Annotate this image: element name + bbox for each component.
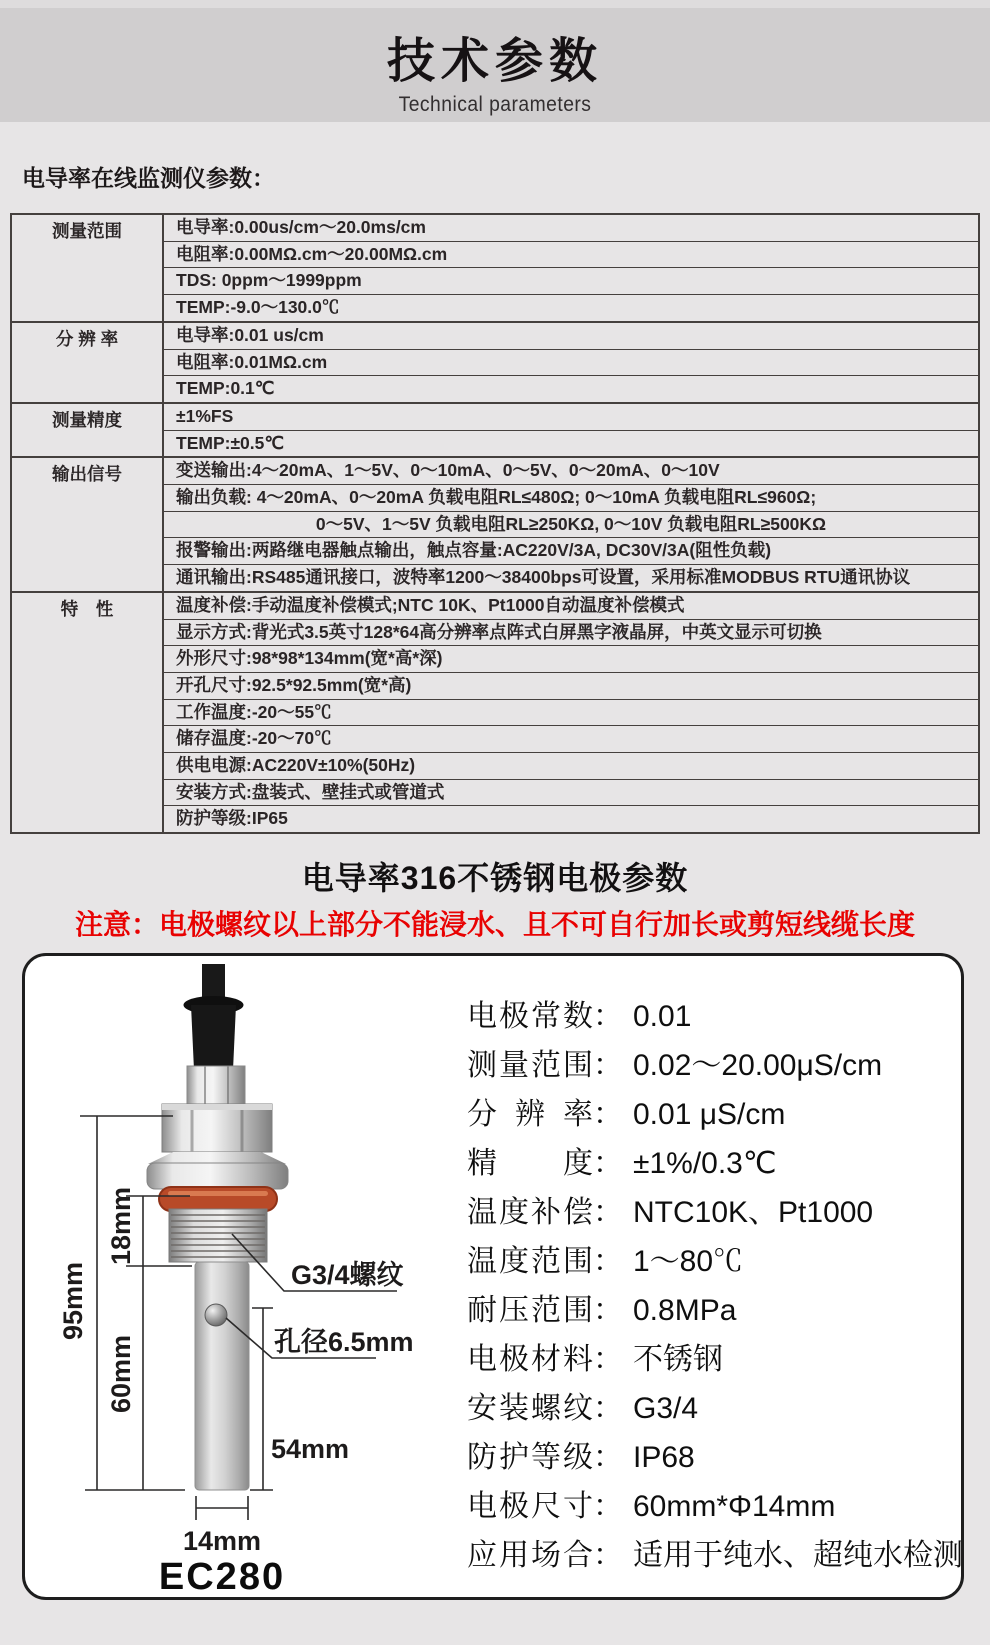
electrode-param-row bbox=[467, 1090, 967, 1139]
param-value: IP68 bbox=[633, 1441, 695, 1474]
spec-value-cell: 工作温度:-20～55℃ bbox=[163, 699, 979, 726]
param-colon: ： bbox=[593, 1343, 623, 1376]
electrode-param-row bbox=[467, 1335, 967, 1384]
electrode-param-row bbox=[467, 1433, 967, 1482]
param-colon: ： bbox=[593, 1049, 623, 1082]
param-value: G3/4 bbox=[633, 1392, 699, 1425]
hex-nut bbox=[162, 1104, 272, 1152]
spec-value-cell: 变送输出:4～20mA、1～5V、0～10mA、0～5V、0～20mA、0～10V bbox=[163, 457, 979, 484]
spec-value-cell: TEMP:0.1℃ bbox=[163, 376, 979, 403]
dim-overall-label: 95mm bbox=[58, 1261, 88, 1340]
param-value: 0.01 μS/cm bbox=[633, 1098, 786, 1131]
param-label: 防护等级 bbox=[467, 1441, 593, 1474]
spec-value-cell: 显示方式:背光式3.5英寸128*64高分辨率点阵式白屏黑字液晶屏，中英文显示可切换 bbox=[163, 619, 979, 646]
param-value: ±1%/0.3℃ bbox=[633, 1147, 777, 1180]
param-label: 应用场合 bbox=[467, 1539, 593, 1572]
spec-value-cell: 0～5V、1～5V 负载电阻RL≥250KΩ, 0～10V 负载电阻RL≥500KΩ bbox=[163, 511, 979, 538]
param-label: 温度补偿 bbox=[467, 1196, 593, 1229]
page-subtitle: Technical parameters bbox=[398, 93, 592, 116]
electrode-param-row bbox=[467, 1188, 967, 1237]
electrode-param-row bbox=[467, 1482, 967, 1531]
spec-value-cell: 电阻率:0.00MΩ.cm～20.00MΩ.cm bbox=[163, 241, 979, 268]
spec-value-cell: TDS: 0ppm～1999ppm bbox=[163, 268, 979, 295]
param-value: 1～80℃ bbox=[633, 1245, 744, 1278]
param-label: 精 度 bbox=[467, 1147, 593, 1180]
param-colon: ： bbox=[593, 1098, 623, 1131]
meter-params-heading: 电导率在线监测仪参数： bbox=[22, 165, 275, 191]
param-label: 测量范围 bbox=[467, 1049, 593, 1082]
flange-cone bbox=[148, 1152, 286, 1164]
param-label: 电极尺寸 bbox=[467, 1490, 593, 1523]
param-label: 电极常数 bbox=[467, 1000, 593, 1033]
spec-value-cell: 外形尺寸:98*98*134mm(宽*高*深) bbox=[163, 646, 979, 673]
param-colon: ： bbox=[593, 1294, 623, 1327]
page-title: 技术参数 bbox=[386, 35, 603, 88]
dim-probe-label: 60mm bbox=[106, 1334, 136, 1413]
thread-section bbox=[169, 1209, 267, 1262]
param-colon: ： bbox=[593, 1000, 623, 1033]
param-colon: ： bbox=[593, 1392, 623, 1425]
spec-value-cell: 通讯输出:RS485通讯接口，波特率1200～38400bps可设置，采用标准MODBUS RTU通讯协议 bbox=[163, 565, 979, 592]
electrode-param-row bbox=[467, 1139, 967, 1188]
spec-value-cell: 电导率:0.01 us/cm bbox=[163, 322, 979, 349]
param-colon: ： bbox=[593, 1245, 623, 1278]
spec-value-cell: 开孔尺寸:92.5*92.5mm(宽*高) bbox=[163, 672, 979, 699]
spec-value-cell: 报警输出:两路继电器触点输出，触点容量:AC220V/3A, DC30V/3A(阻性负载) bbox=[163, 538, 979, 565]
electrode-diagram bbox=[40, 958, 450, 1598]
dim-thread-height-label: 18mm bbox=[106, 1186, 136, 1265]
probe-hole bbox=[205, 1304, 227, 1326]
param-colon: ： bbox=[593, 1147, 623, 1180]
param-label: 安装螺纹 bbox=[467, 1392, 593, 1425]
spec-value-cell: 供电电源:AC220V±10%(50Hz) bbox=[163, 753, 979, 780]
spec-value-cell: 安装方式:盘装式、壁挂式或管道式 bbox=[163, 779, 979, 806]
header-band bbox=[0, 8, 990, 122]
spec-value-cell: TEMP:±0.5℃ bbox=[163, 430, 979, 457]
param-value: NTC10K、Pt1000 bbox=[633, 1196, 874, 1229]
electrode-section-title: 电导率316不锈钢电极参数 bbox=[301, 860, 689, 896]
electrode-params-list bbox=[467, 992, 967, 1580]
param-label: 分 辨 率 bbox=[467, 1098, 593, 1131]
o-ring bbox=[159, 1187, 277, 1211]
electrode-param-row bbox=[467, 992, 967, 1041]
electrode-param-row bbox=[467, 1531, 967, 1580]
param-value: 不锈钢 bbox=[633, 1343, 723, 1376]
param-value: 0.01 bbox=[633, 1000, 692, 1033]
param-label: 温度范围 bbox=[467, 1245, 593, 1278]
param-value: 适用于纯水、超纯水检测 bbox=[633, 1539, 963, 1572]
thread-spec-label: G3/4螺纹 bbox=[291, 1260, 404, 1290]
param-label: 耐压范围 bbox=[467, 1294, 593, 1327]
spec-value-cell: 电阻率:0.01MΩ.cm bbox=[163, 349, 979, 376]
electrode-param-row bbox=[467, 1286, 967, 1335]
spec-table-body bbox=[11, 214, 979, 833]
param-label: 电极材料 bbox=[467, 1343, 593, 1376]
param-colon: ： bbox=[593, 1441, 623, 1474]
dim-lower-label: 54mm bbox=[271, 1434, 350, 1464]
spec-value-cell: 温度补偿:手动温度补偿模式;NTC 10K、Pt1000自动温度补偿模式 bbox=[163, 592, 979, 619]
param-value: 60mm*Φ14mm bbox=[633, 1490, 836, 1523]
spec-group-label: 特 性 bbox=[11, 592, 163, 833]
spec-value-cell: 输出负载: 4～20mA、0～20mA 负载电阻RL≤480Ω; 0～10mA 负载电阻RL≤960Ω; bbox=[163, 485, 979, 512]
warning-note: 注意：电极螺纹以上部分不能浸水、且不可自行加长或剪短线缆长度 bbox=[74, 909, 915, 940]
spec-value-cell: 防护等级:IP65 bbox=[163, 806, 979, 833]
spec-value-cell: TEMP:-9.0～130.0℃ bbox=[163, 295, 979, 322]
hex-top-edge bbox=[162, 1104, 272, 1110]
probe-shaft bbox=[195, 1262, 249, 1490]
param-colon: ： bbox=[593, 1539, 623, 1572]
param-value: 0.02～20.00μS/cm bbox=[633, 1049, 883, 1082]
spec-group-label: 分 辨 率 bbox=[11, 322, 163, 403]
spec-group-label: 测量范围 bbox=[11, 214, 163, 322]
cable-strain-relief bbox=[191, 1005, 236, 1070]
hole-diameter-label: 孔径6.5mm bbox=[274, 1327, 414, 1357]
spec-value-cell: ±1%FS bbox=[163, 403, 979, 430]
param-colon: ： bbox=[593, 1490, 623, 1523]
param-colon: ： bbox=[593, 1196, 623, 1229]
electrode-param-row bbox=[467, 1041, 967, 1090]
spec-group-label: 测量精度 bbox=[11, 403, 163, 457]
electrode-param-row bbox=[467, 1237, 967, 1286]
spec-value-cell: 储存温度:-20～70℃ bbox=[163, 726, 979, 753]
spec-value-cell: 电导率:0.00us/cm～20.0ms/cm bbox=[163, 214, 979, 241]
spec-table bbox=[10, 213, 980, 834]
spec-group-label: 输出信号 bbox=[11, 457, 163, 592]
top-strip bbox=[0, 0, 990, 8]
param-value: 0.8MPa bbox=[633, 1294, 737, 1327]
model-number: EC280 bbox=[158, 1556, 286, 1598]
gland-nut bbox=[187, 1066, 245, 1106]
dim-diameter-label: 14mm bbox=[182, 1526, 262, 1556]
electrode-param-row bbox=[467, 1384, 967, 1433]
flange bbox=[147, 1163, 288, 1189]
